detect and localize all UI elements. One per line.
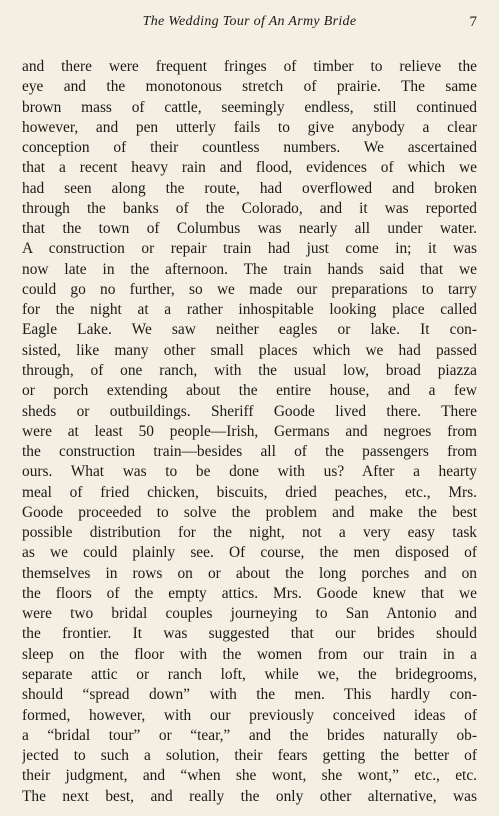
text-line: the construction train—besides all of the passengers from (22, 443, 477, 461)
text-line: The next best, and really the only other alternative, was (22, 787, 477, 805)
text-line: conception of their countless numbers. We ascertained (22, 139, 477, 157)
text-line: a “bridal tour” or “tear,” and the brides naturally ob- (22, 726, 477, 744)
text-line: eye and the monotonous stretch of prairie. The same (22, 78, 477, 96)
page-number: 7 (469, 14, 477, 30)
text-line: that the town of Columbus was nearly all under water. (22, 220, 477, 238)
text-line: their judgment, and “when she wont, she wont,” etc., etc. (22, 767, 477, 785)
text-line: meal of fried chicken, biscuits, dried peaches, etc., Mrs. (22, 483, 477, 501)
text-line: for the night at a rather inhospitable looking place called (22, 301, 477, 319)
text-line: should “spread down” with the men. This hardly con- (22, 686, 477, 704)
text-line: brown mass of cattle, seemingly endless, still continued (22, 98, 477, 116)
text-line: through, of one ranch, with the usual low, broad piazza (22, 361, 477, 379)
text-line: sheds or outbuildings. Sheriff Goode lived there. There (22, 402, 477, 420)
text-line: Goode proceeded to solve the problem and make the best (22, 503, 477, 521)
text-line: as we could plainly see. Of course, the men disposed of (22, 544, 477, 562)
body-text (22, 57, 477, 807)
text-line: jected to such a solution, their fears getting the better of (22, 747, 477, 765)
text-line: were at least 50 people—Irish, Germans and negroes from (22, 422, 477, 440)
text-line: however, and pen utterly fails to give anybody a clear (22, 118, 477, 136)
text-line: the floors of the empty attics. Mrs. Goode knew that we (22, 584, 477, 602)
text-line: A construction or repair train had just come in; it was (22, 240, 477, 258)
text-line: and there were frequent fringes of timber to relieve the (22, 58, 477, 75)
text-line: through the banks of the Colorado, and it was reported (22, 199, 477, 217)
text-line: had seen along the route, had overflowed and broken (22, 179, 477, 197)
text-line: possible distribution for the night, not a very easy task (22, 524, 477, 542)
text-line: that a recent heavy rain and flood, evidences of which we (22, 159, 477, 177)
text-line: separate attic or ranch loft, while we, the bridegrooms, (22, 665, 477, 683)
text-line: themselves in rows on or about the long porches and on (22, 564, 477, 582)
text-line: the frontier. It was suggested that our brides should (22, 625, 477, 643)
text-line: Eagle Lake. We saw neither eagles or lake. It con- (22, 321, 477, 339)
running-head (22, 14, 477, 36)
text-line: formed, however, with our previously conceived ideas of (22, 706, 477, 724)
text-line: sisted, like many other small places which we had passed (22, 341, 477, 359)
text-line: or porch extending about the entire house, and a few (22, 382, 477, 400)
text-line: sleep on the floor with the women from our train in a (22, 645, 477, 663)
text-line: now late in the afternoon. The train hands said that we (22, 260, 477, 278)
text-line: could go no further, so we made our preparations to tarry (22, 280, 477, 298)
text-line: ours. What was to be done with us? After a hearty (22, 463, 477, 481)
text-line: were two bridal couples journeying to San Antonio and (22, 605, 477, 623)
running-title: The Wedding Tour of An Army Bride (142, 14, 357, 29)
